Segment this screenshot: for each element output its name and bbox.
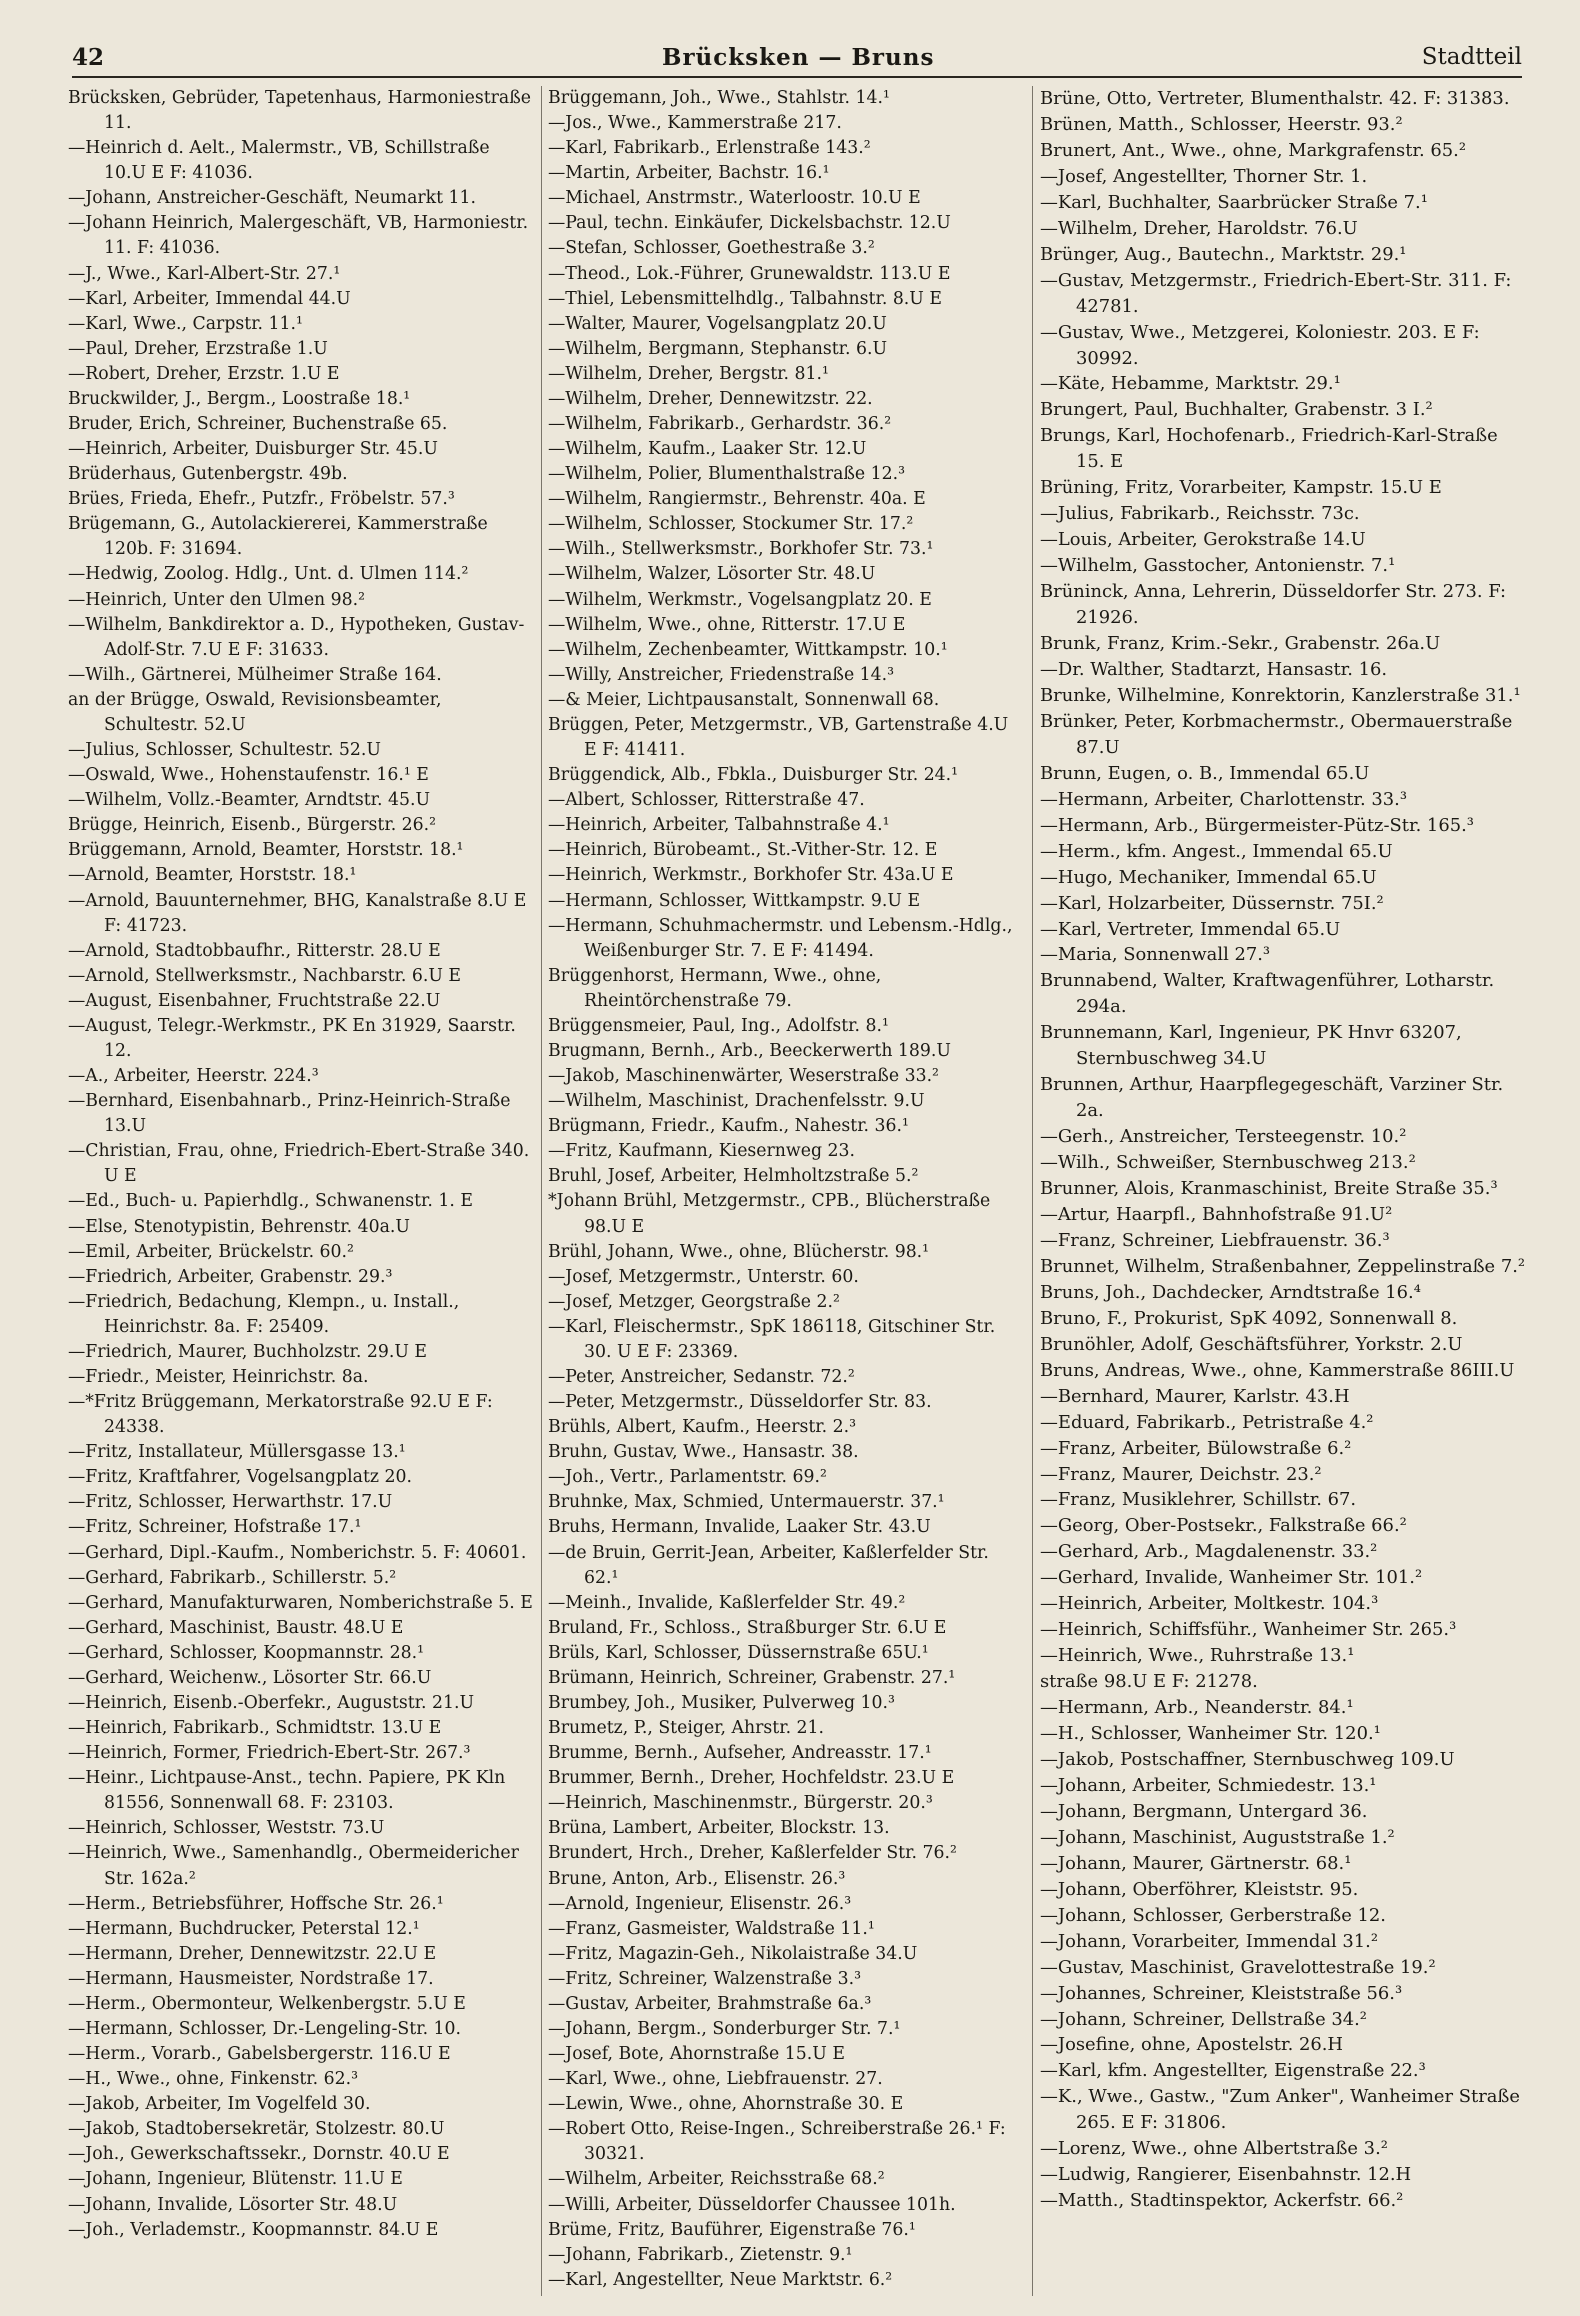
directory-entry: —Robert Otto, Reise-Ingen., Schreiberstraße 26.¹ F: 30321. [548,2119,1006,2165]
directory-entry: —Herm., Obermonteur, Welkenbergstr. 5.U E [68,1993,466,2014]
directory-entry: —Heinrich, Arbeiter, Talbahnstraße 4.¹ [548,815,890,836]
directory-entry: —Johann, Schreiner, Dellstraße 34.² [1040,2008,1367,2030]
directory-entry: —Johannes, Schreiner, Kleiststraße 56.³ [1040,1982,1403,2004]
directory-entry: —Karl, kfm. Angestellter, Eigenstraße 22.³ [1040,2060,1426,2082]
directory-entry: —Johann, Arbeiter, Schmiedestr. 13.¹ [1040,1774,1377,1796]
directory-entry: —K., Wwe., Gastw., "Zum Anker", Wanheimer Straße 265. E F: 31806. [1040,2086,1520,2134]
directory-entry: —Heinrich, Arbeiter, Duisburger Str. 45.U [68,439,438,460]
directory-entry: —Heinrich, Fabrikarb., Schmidtstr. 13.U E [68,1718,442,1739]
directory-entry: Brunn, Eugen, o. B., Immendal 65.U [1040,762,1370,784]
directory-entry: straße 98.U E F: 21278. [1040,1671,1258,1693]
directory-entry: —Johann, Ingenieur, Blütenstr. 11.U E [68,2169,403,2190]
directory-entry: —Heinrich, Former, Friedrich-Ebert-Str. 267.³ [68,1743,471,1764]
directory-entry: —Wilh., Schweißer, Sternbuschweg 213.² [1040,1152,1416,1174]
directory-entry: —Wilhelm, Fabrikarb., Gerhardstr. 36.² [548,414,892,435]
directory-entry: —Fritz, Schlosser, Herwarthstr. 17.U [68,1492,393,1513]
directory-entry: —Ed., Buch- u. Papierhdlg., Schwanenstr. 1. E [68,1191,474,1212]
directory-entry: Brühl, Johann, Wwe., ohne, Blücherstr. 98.¹ [548,1241,930,1262]
directory-entry: —Karl, Wwe., ohne, Liebfrauenstr. 27. [548,2069,883,2090]
directory-entry: —Hermann, Schlosser, Dr.-Lengeling-Str. 10. [68,2019,462,2040]
directory-entry: Brüderhaus, Gutenbergstr. 49b. [68,464,348,485]
directory-entry: —Jos., Wwe., Kammerstraße 217. [548,113,842,134]
directory-entry: Brüggemann, Joh., Wwe., Stahlstr. 14.¹ [548,88,890,108]
directory-entry: —Franz, Maurer, Deichstr. 23.² [1040,1463,1322,1485]
directory-entry: —Gustav, Wwe., Metzgerei, Koloniestr. 203. E F: 30992. [1040,321,1480,369]
directory-entry: —Johann, Vorarbeiter, Immendal 31.² [1040,1930,1379,1952]
directory-entry: —Johann Heinrich, Malergeschäft, VB, Harmoniestr. 11. F: 41036. [68,213,529,259]
directory-entry: —Julius, Schlosser, Schultestr. 52.U [68,740,381,761]
directory-entry: Brunke, Wilhelmine, Konrektorin, Kanzlerstraße 31.¹ [1040,684,1521,706]
directory-entry: Brügge, Heinrich, Eisenb., Bürgerstr. 26.² [68,815,437,836]
directory-entry: an der Brügge, Oswald, Revisionsbeamter, Schultestr. 52.U [68,689,442,735]
directory-entry: Bruns, Joh., Dachdecker, Arndtstraße 16.⁴ [1040,1281,1421,1303]
directory-entry: Brumetz, P., Steiger, Ahrstr. 21. [548,1718,825,1739]
page-header [72,44,1522,78]
directory-entry: Brümann, Heinrich, Schreiner, Grabenstr. 27.¹ [548,1667,956,1688]
directory-entry: —Karl, Angestellter, Neue Marktstr. 6.² [548,2269,893,2290]
directory-entry: —Heinrich, Schiffsführ., Wanheimer Str. 265.³ [1040,1619,1457,1641]
directory-entry: —Hermann, Arbeiter, Charlottenstr. 33.³ [1040,788,1408,810]
directory-entry: Brunner, Alois, Kranmaschinist, Breite Straße 35.³ [1040,1178,1498,1200]
directory-entry: —Paul, techn. Einkäufer, Dickelsbachstr. 12.U [548,213,951,234]
directory-entry: Brüggemann, Arnold, Beamter, Horststr. 18.¹ [68,840,464,861]
directory-entry: —Heinrich, Maschinenmstr., Bürgerstr. 20.³ [548,1793,933,1814]
directory-entry: Brunöhler, Adolf, Geschäftsführer, Yorkstr. 2.U [1040,1333,1463,1355]
directory-entry: —Johann, Bergm., Sonderburger Str. 7.¹ [548,2019,901,2040]
directory-entry: —Gerh., Anstreicher, Tersteegenstr. 10.² [1040,1126,1407,1148]
directory-entry: Brunnemann, Karl, Ingenieur, PK Hnvr 63207, Sternbuschweg 34.U [1040,1022,1462,1070]
directory-entry: —Bernhard, Eisenbahnarb., Prinz-Heinrich-Straße 13.U [68,1091,511,1137]
directory-entry: —Maria, Sonnenwall 27.³ [1040,944,1271,966]
directory-entry: —Artur, Haarpfl., Bahnhofstraße 91.U² [1040,1203,1393,1225]
directory-entry: Brühls, Albert, Kaufm., Heerstr. 2.³ [548,1417,857,1438]
directory-entry: —Paul, Dreher, Erzstraße 1.U [68,338,328,359]
directory-entry: Brumbey, Joh., Musiker, Pulverweg 10.³ [548,1693,895,1713]
directory-entry: —Jakob, Stadtobersekretär, Stolzestr. 80.U [68,2119,445,2140]
directory-entry: —Friedrich, Bedachung, Klempn., u. Install., Heinrichstr. 8a. F: 25409. [68,1291,460,1337]
directory-entry: Brüggenhorst, Hermann, Wwe., ohne, Rheintörchenstraße 79. [548,965,882,1011]
directory-entry: —Else, Stenotypistin, Behrenstr. 40a.U [68,1216,410,1237]
directory-entry: Brües, Frieda, Ehefr., Putzfr., Fröbelstr. 57.³ [68,489,455,510]
directory-entry: —Wilhelm, Bankdirektor a. D., Hypotheken, Gustav-Adolf-Str. 7.U E F: 31633. [68,614,525,660]
directory-entry: —Willy, Anstreicher, Friedenstraße 14.³ [548,664,895,685]
directory-entry: —Franz, Schreiner, Liebfrauenstr. 36.³ [1040,1229,1390,1251]
running-title: Brücksken — Bruns [662,44,935,71]
directory-entry: —Fritz, Schreiner, Hofstraße 17.¹ [68,1517,362,1538]
directory-entry: Brunk, Franz, Krim.-Sekr., Grabenstr. 26a.U [1040,633,1441,655]
directory-entry: —Gerhard, Dipl.-Kaufm., Nomberichstr. 5. F: 40601. [68,1542,527,1563]
directory-entry: Brugmann, Bernh., Arb., Beeckerwerth 189.U [548,1040,951,1061]
directory-entry: —Hermann, Arb., Neanderstr. 84.¹ [1040,1697,1354,1719]
directory-entry: —Fritz, Schreiner, Walzenstraße 3.³ [548,1968,862,1989]
directory-entry: Bruder, Erich, Schreiner, Buchenstraße 65. [68,414,448,435]
directory-entry: Brumme, Bernh., Aufseher, Andreasstr. 17.¹ [548,1743,932,1764]
directory-entry: —Hermann, Buchdrucker, Peterstal 12.¹ [68,1918,420,1939]
directory-entry: —Lorenz, Wwe., ohne Albertstraße 3.² [1040,2138,1388,2160]
directory-entry: —Heinrich, Arbeiter, Moltkestr. 104.³ [1040,1593,1379,1615]
directory-entry: —Heinrich, Wwe., Samenhandlg., Obermeidericher Str. 162a.² [68,1843,519,1889]
directory-entry: —Heinrich, Unter den Ulmen 98.² [68,589,366,610]
directory-entry: —Theod., Lok.-Führer, Grunewaldstr. 113.U E [548,263,951,284]
directory-entry: —Heinrich d. Aelt., Malermstr., VB, Schillstraße 10.U E F: 41036. [68,138,490,184]
directory-entry: —Joh., Vertr., Parlamentstr. 69.² [548,1467,827,1488]
directory-entry: Bruno, F., Prokurist, SpK 4092, Sonnenwall 8. [1040,1307,1458,1329]
directory-entry: Brüggensmeier, Paul, Ing., Adolfstr. 8.¹ [548,1015,889,1036]
directory-entry: —Peter, Metzgermstr., Düsseldorfer Str. 83. [548,1392,932,1413]
directory-entry: —Wilhelm, Walzer, Lösorter Str. 48.U [548,564,876,585]
directory-entry: Brüggen, Peter, Metzgermstr., VB, Gartenstraße 4.U E F: 41411. [548,714,1009,761]
directory-entry: —Wilhelm, Vollz.-Beamter, Arndtstr. 45.U [68,790,431,811]
directory-entry: —& Meier, Lichtpausanstalt, Sonnenwall 68. [548,689,940,710]
directory-entry: —Josef, Metzger, Georgstraße 2.² [548,1291,840,1312]
directory-entry: —Johann, Oberföhrer, Kleiststr. 95. [1040,1878,1359,1900]
directory-entry: —H., Schlosser, Wanheimer Str. 120.¹ [1040,1723,1381,1745]
directory-entry: —Georg, Ober-Postsekr., Falkstraße 66.² [1040,1515,1407,1537]
directory-entry: —Johann, Invalide, Lösorter Str. 48.U [68,2194,398,2215]
directory-entry: —Wilhelm, Wwe., ohne, Ritterstr. 17.U E [548,614,906,635]
directory-entry: —Robert, Dreher, Erzstr. 1.U E [68,363,340,384]
directory-entry: —Franz, Musiklehrer, Schillstr. 67. [1040,1489,1357,1511]
directory-entry: —Lewin, Wwe., ohne, Ahornstraße 30. E [548,2094,904,2115]
directory-entry: —Gerhard, Invalide, Wanheimer Str. 101.² [1040,1567,1423,1589]
directory-entry: —August, Eisenbahner, Fruchtstraße 22.U [68,990,441,1011]
directory-entry: —Johann, Schlosser, Gerberstraße 12. [1040,1904,1386,1926]
directory-entry: —Karl, Vertreter, Immendal 65.U [1040,918,1341,940]
directory-entry: —Gustav, Metzgermstr., Friedrich-Ebert-Str. 311. F: 42781. [1040,269,1512,317]
directory-column-1 [68,86,536,2296]
directory-entry: Brungs, Karl, Hochofenarb., Friedrich-Karl-Straße 15. E [1040,425,1498,473]
directory-entry: Bruhnke, Max, Schmied, Untermauerstr. 37.¹ [548,1492,945,1513]
directory-entry: —Karl, Buchhalter, Saarbrücker Straße 7.¹ [1040,191,1428,213]
directory-entry: —H., Wwe., ohne, Finkenstr. 62.³ [68,2069,359,2090]
directory-entry: —Gerhard, Fabrikarb., Schillerstr. 5.² [68,1567,397,1588]
directory-entry: Brunert, Ant., Wwe., ohne, Markgrafenstr. 65.² [1040,139,1467,161]
column-divider [541,86,542,2296]
directory-entry: —Josef, Metzgermstr., Unterstr. 60. [548,1266,859,1287]
section-label: Stadtteil [1421,44,1522,70]
directory-entry: —Karl, Fabrikarb., Erlenstraße 143.² [548,138,871,159]
directory-entry: —Martin, Arbeiter, Bachstr. 16.¹ [548,163,830,184]
directory-entry: —Meinh., Invalide, Kaßlerfelder Str. 49.² [548,1592,906,1613]
directory-entry: —Ludwig, Rangierer, Eisenbahnstr. 12.H [1040,2164,1412,2186]
directory-entry: Brüggendick, Alb., Fbkla., Duisburger Str. 24.¹ [548,765,959,786]
directory-entry: —Stefan, Schlosser, Goethestraße 3.² [548,238,875,259]
directory-entry: Brune, Anton, Arb., Elisenstr. 26.³ [548,1868,846,1889]
directory-entry: —Wilhelm, Polier, Blumenthalstraße 12.³ [548,464,906,485]
directory-entry: —Hugo, Mechaniker, Immendal 65.U [1040,866,1377,888]
directory-entry: —Hermann, Arb., Bürgermeister-Pütz-Str. 165.³ [1040,814,1474,836]
directory-entry: —Wilhelm, Rangiermstr., Behrenstr. 40a. E [548,489,926,510]
directory-entry: —Johann, Maschinist, Auguststraße 1.² [1040,1826,1395,1848]
directory-entry: —Gerhard, Weichenw., Lösorter Str. 66.U [68,1667,432,1688]
directory-entry: Brügemann, G., Autolackiererei, Kammerstraße 120b. F: 31694. [68,514,488,560]
directory-entry: —Fritz, Magazin-Geh., Nikolaistraße 34.U [548,1943,918,1964]
directory-entry: —Wilhelm, Schlosser, Stockumer Str. 17.² [548,514,914,535]
directory-entry: —Matth., Stadtinspektor, Ackerfstr. 66.² [1040,2190,1404,2212]
directory-entry: Bruns, Andreas, Wwe., ohne, Kammerstraße 86III.U [1040,1359,1515,1381]
directory-entry: —Arnold, Beamter, Horststr. 18.¹ [68,865,357,886]
directory-entry: —Michael, Anstrmstr., Waterloostr. 10.U E [548,188,921,209]
directory-entry: —Gerhard, Schlosser, Koopmannstr. 28.¹ [68,1642,425,1663]
directory-entry: Brüne, Otto, Vertreter, Blumenthalstr. 42. F: 31383. [1040,88,1510,109]
directory-entry: —Gerhard, Arb., Magdalenenstr. 33.² [1040,1541,1378,1563]
directory-entry: Brunnet, Wilhelm, Straßenbahner, Zeppelinstraße 7.² [1040,1255,1526,1277]
directory-entry: —Heinr., Lichtpause-Anst., techn. Papiere, PK Kln 81556, Sonnenwall 68. F: 23103. [68,1768,506,1814]
directory-entry: —Friedrich, Maurer, Buchholzstr. 29.U E [68,1341,428,1362]
directory-entry: —Jakob, Arbeiter, Im Vogelfeld 30. [68,2094,371,2115]
directory-entry: Brüning, Fritz, Vorarbeiter, Kampstr. 15.U E [1040,477,1442,499]
directory-entry: Brügmann, Friedr., Kaufm., Nahestr. 36.¹ [548,1116,909,1137]
directory-entry: Brunnabend, Walter, Kraftwagenführer, Lotharstr. 294a. [1040,970,1495,1018]
page-number: 42 [72,44,105,71]
directory-entry: —Arnold, Stellwerksmstr., Nachbarstr. 6.U E [68,965,462,986]
directory-entry: —Wilh., Gärtnerei, Mülheimer Straße 164. [68,664,442,685]
directory-entry: —Karl, Wwe., Carpstr. 11.¹ [68,313,303,334]
directory-entry: —Johann, Anstreicher-Geschäft, Neumarkt 11. [68,188,477,209]
directory-entry: —Friedrich, Arbeiter, Grabenstr. 29.³ [68,1266,393,1287]
directory-entry: *Johann Brühl, Metzgermstr., CPB., Blücherstraße 98.U E [548,1191,991,1237]
directory-entry: —Gerhard, Manufakturwaren, Nomberichstraße 5. E [68,1592,533,1613]
directory-entry: —Jakob, Postschaffner, Sternbuschweg 109.U [1040,1749,1455,1770]
directory-entry: —Fritz, Installateur, Müllersgasse 13.¹ [68,1442,406,1463]
directory-entry: —A., Arbeiter, Heerstr. 224.³ [68,1066,319,1087]
directory-entry: —August, Telegr.-Werkmstr., PK En 31929, Saarstr. 12. [68,1015,516,1061]
directory-entry: —Willi, Arbeiter, Düsseldorfer Chaussee 101h. [548,2194,956,2215]
directory-entry: —Dr. Walther, Stadtarzt, Hansastr. 16. [1040,658,1388,680]
directory-entry: —Joh., Gewerkschaftssekr., Dornstr. 40.U E [68,2144,450,2165]
directory-entry: —Johann, Maurer, Gärtnerstr. 68.¹ [1040,1852,1352,1874]
directory-entry: Brüme, Fritz, Bauführer, Eigenstraße 76.¹ [548,2219,916,2240]
directory-entry: —Arnold, Ingenieur, Elisenstr. 26.³ [548,1893,852,1914]
directory-entry: —Walter, Maurer, Vogelsangplatz 20.U [548,313,887,334]
directory-entry: —Thiel, Lebensmittelhdlg., Talbahnstr. 8.U E [548,288,942,309]
directory-entry: —Peter, Anstreicher, Sedanstr. 72.² [548,1366,855,1387]
directory-entry: Brücksken, Gebrüder, Tapetenhaus, Harmoniestraße 11. [68,88,531,134]
directory-column-3 [1040,86,1526,2296]
directory-entry: Brüninck, Anna, Lehrerin, Düsseldorfer Str. 273. F: 21926. [1040,581,1507,629]
directory-entry: —Arnold, Bauunternehmer, BHG, Kanalstraße 8.U E F: 41723. [68,890,527,936]
directory-entry: —Gustav, Maschinist, Gravelottestraße 19.² [1040,1956,1436,1978]
directory-entry: —Johann, Fabrikarb., Zietenstr. 9.¹ [548,2244,853,2265]
directory-entry: —Hedwig, Zoolog. Hdlg., Unt. d. Ulmen 114.² [68,564,469,585]
directory-entry: —Albert, Schlosser, Ritterstraße 47. [548,790,865,811]
directory-entry: —Fritz, Kaufmann, Kiesernweg 23. [548,1141,855,1162]
directory-entry: —Wilhelm, Zechenbeamter, Wittkampstr. 10.¹ [548,639,948,660]
directory-entry: —Josef, Angestellter, Thorner Str. 1. [1040,165,1368,187]
directory-entry: —Herm., kfm. Angest., Immendal 65.U [1040,840,1393,862]
directory-entry: —Wilh., Stellwerksmstr., Borkhofer Str. 73.¹ [548,539,934,560]
directory-entry: —Friedr., Meister, Heinrichstr. 8a. [68,1366,369,1387]
directory-entry: —Hermann, Schuhmachermstr. und Lebensm.-Hdlg., Weißenburger Str. 7. E F: 41494. [548,915,1013,961]
directory-entry: —Julius, Fabrikarb., Reichsstr. 73c. [1040,503,1360,525]
directory-entry: —Heinrich, Schlosser, Weststr. 73.U [68,1818,385,1839]
directory-entry: —Wilhelm, Arbeiter, Reichsstraße 68.² [548,2169,885,2190]
directory-entry: —Franz, Gasmeister, Waldstraße 11.¹ [548,1918,875,1939]
directory-entry: —Bernhard, Maurer, Karlstr. 43.H [1040,1385,1350,1407]
directory-entry: —Christian, Frau, ohne, Friedrich-Ebert-Straße 340. U E [68,1141,530,1187]
directory-entry: Brundert, Hrch., Dreher, Kaßlerfelder Str. 76.² [548,1843,957,1864]
directory-entry: —Oswald, Wwe., Hohenstaufenstr. 16.¹ E [68,765,429,786]
directory-entry: —Heinrich, Bürobeamt., St.-Vither-Str. 12. E [548,840,938,861]
directory-entry: Brünen, Matth., Schlosser, Heerstr. 93.² [1040,113,1403,135]
directory-entry: Bruhl, Josef, Arbeiter, Helmholtzstraße 5.² [548,1166,919,1187]
directory-entry: Bruhn, Gustav, Wwe., Hansastr. 38. [548,1442,859,1463]
directory-entry: —Gerhard, Maschinist, Baustr. 48.U E [68,1617,404,1638]
directory-entry: —Karl, Fleischermstr., SpK 186118, Gitschiner Str. 30. U E F: 23369. [548,1316,996,1362]
directory-entry: —Hermann, Dreher, Dennewitzstr. 22.U E [68,1943,437,1964]
directory-entry: —Hermann, Hausmeister, Nordstraße 17. [68,1968,434,1989]
directory-entry: —Herm., Vorarb., Gabelsbergerstr. 116.U E [68,2044,451,2065]
directory-entry: —Karl, Arbeiter, Immendal 44.U [68,288,351,309]
directory-entry: —Eduard, Fabrikarb., Petristraße 4.² [1040,1411,1374,1433]
directory-entry: —Wilhelm, Dreher, Dennewitzstr. 22. [548,388,873,409]
directory-entry: —Arnold, Stadtobbaufhr., Ritterstr. 28.U E [68,940,441,961]
directory-entry: Bruhs, Hermann, Invalide, Laaker Str. 43.U [548,1517,931,1538]
directory-entry: —Käte, Hebamme, Marktstr. 29.¹ [1040,373,1341,395]
directory-entry: —Jakob, Maschinenwärter, Weserstraße 33.² [548,1066,939,1087]
directory-entry: —Wilhelm, Dreher, Haroldstr. 76.U [1040,217,1358,239]
directory-entry: Brünker, Peter, Korbmachermstr., Obermauerstraße 87.U [1040,710,1513,758]
directory-entry: Bruland, Fr., Schloss., Straßburger Str. 6.U E [548,1617,947,1638]
directory-entry: —Wilhelm, Bergmann, Stephanstr. 6.U [548,338,888,359]
directory-entry: —Herm., Betriebsführer, Hoffsche Str. 26.¹ [68,1893,444,1914]
directory-entry: Brunnen, Arthur, Haarpflegegeschäft, Varziner Str. 2a. [1040,1074,1504,1122]
directory-entry: —Wilhelm, Gasstocher, Antonienstr. 7.¹ [1040,555,1396,577]
directory-entry: —J., Wwe., Karl-Albert-Str. 27.¹ [68,263,341,284]
directory-entry: —Josef, Bote, Ahornstraße 15.U E [548,2044,845,2065]
directory-entry: Brungert, Paul, Buchhalter, Grabenstr. 3 I.² [1040,399,1433,421]
directory-entry: —Emil, Arbeiter, Brückelstr. 60.² [68,1241,354,1262]
directory-entry: Brummer, Bernh., Dreher, Hochfeldstr. 23.U E [548,1768,955,1789]
directory-entry: —Heinrich, Eisenb.-Oberfekr., Auguststr. 21.U [68,1693,475,1713]
directory-entry: —Fritz, Kraftfahrer, Vogelsangplatz 20. [68,1467,412,1488]
directory-entry: —Wilhelm, Kaufm., Laaker Str. 12.U [548,439,867,460]
directory-entry: —*Fritz Brüggemann, Merkatorstraße 92.U E F: 24338. [68,1392,493,1438]
column-divider [1032,86,1033,2296]
directory-entry: —Heinrich, Werkmstr., Borkhofer Str. 43a.U E [548,865,954,886]
directory-entry: —Louis, Arbeiter, Gerokstraße 14.U [1040,529,1366,551]
directory-entry: —Heinrich, Wwe., Ruhrstraße 13.¹ [1040,1645,1355,1667]
directory-column-2 [548,86,1026,2296]
directory-entry: —Wilhelm, Werkmstr., Vogelsangplatz 20. E [548,589,932,610]
directory-entry: —de Bruin, Gerrit-Jean, Arbeiter, Kaßlerfelder Str. 62.¹ [548,1542,989,1588]
directory-entry: —Johann, Bergmann, Untergard 36. [1040,1800,1368,1822]
directory-entry: —Joh., Verlademstr., Koopmannstr. 84.U E [68,2219,439,2240]
directory-entry: Bruckwilder, J., Bergm., Loostraße 18.¹ [68,388,411,409]
directory-entry: Brünger, Aug., Bautechn., Marktstr. 29.¹ [1040,243,1407,265]
directory-entry: Brüna, Lambert, Arbeiter, Blockstr. 13. [548,1818,890,1839]
directory-entry: —Franz, Arbeiter, Bülowstraße 6.² [1040,1437,1352,1459]
directory-entry: Brüls, Karl, Schlosser, Düssernstraße 65U.¹ [548,1642,929,1663]
directory-entry: —Karl, Holzarbeiter, Düssernstr. 75I.² [1040,892,1384,914]
directory-entry: —Wilhelm, Dreher, Bergstr. 81.¹ [548,363,829,384]
directory-entry: —Josefine, ohne, Apostelstr. 26.H [1040,2034,1344,2056]
directory-entry: —Hermann, Schlosser, Wittkampstr. 9.U E [548,890,921,911]
directory-entry: —Wilhelm, Maschinist, Drachenfelsstr. 9.U [548,1091,925,1112]
directory-entry: —Gustav, Arbeiter, Brahmstraße 6a.³ [548,1993,872,2014]
